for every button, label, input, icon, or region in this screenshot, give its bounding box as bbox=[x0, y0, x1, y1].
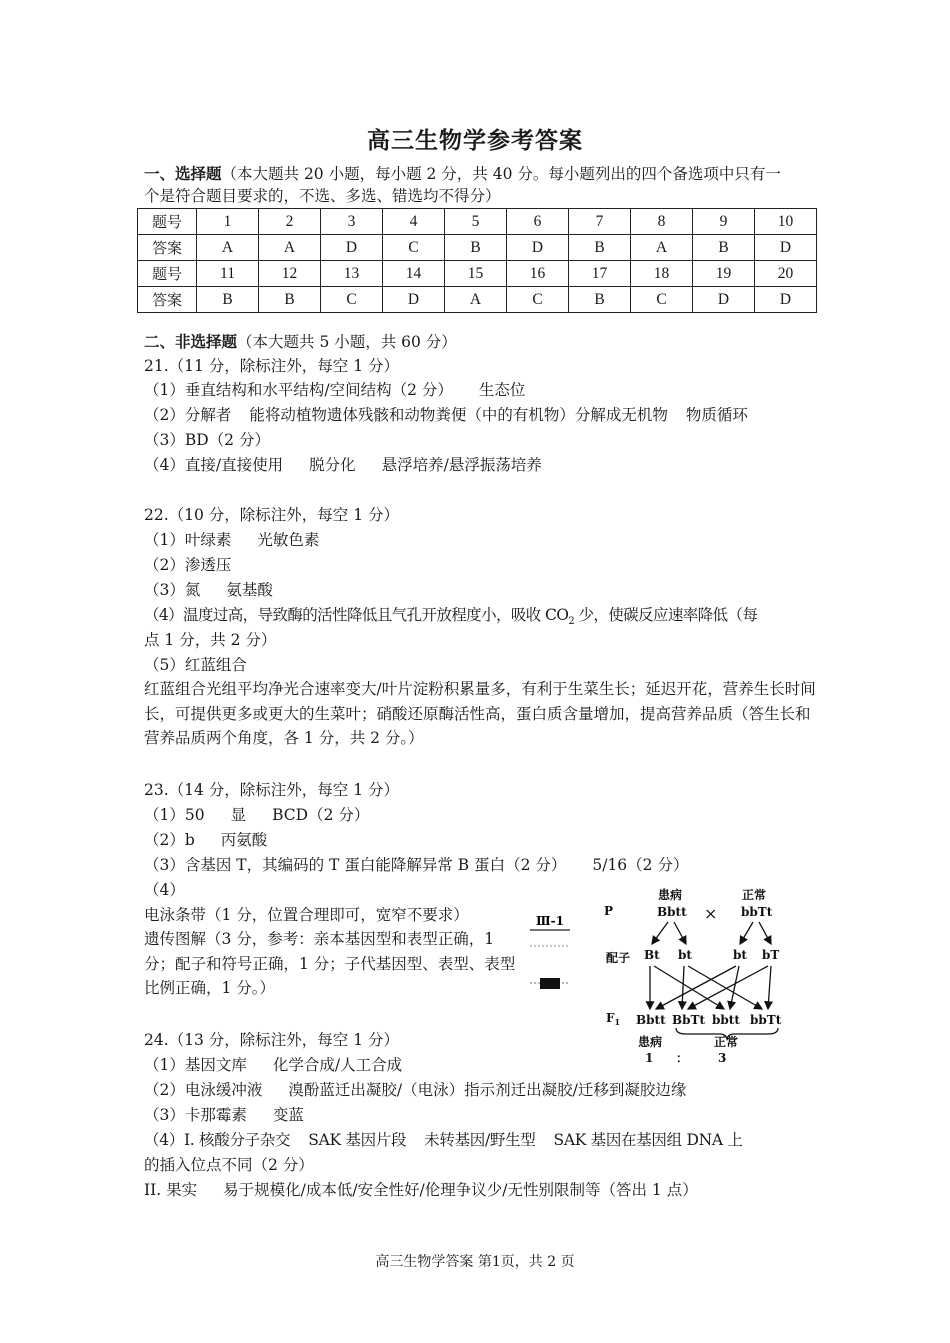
answer-text: （1）50 bbox=[144, 806, 205, 824]
offspring-genotype: bbtt bbox=[712, 1013, 740, 1027]
q24-line4-cont: 的插入位点不同（2 分） bbox=[144, 1156, 314, 1174]
q22-line3 bbox=[144, 580, 273, 600]
answer-text: 2 bbox=[568, 616, 575, 628]
table-cell: 20 bbox=[755, 261, 817, 287]
answer-text: BCD（2 分） bbox=[272, 806, 370, 824]
q22-line4-cont: 点 1 分，共 2 分） bbox=[144, 631, 277, 649]
table-cell: B bbox=[569, 287, 631, 313]
q22-line4 bbox=[144, 605, 757, 632]
answer-text: 光敏色素 bbox=[257, 531, 320, 549]
q22-line1 bbox=[144, 530, 319, 550]
q21-line1 bbox=[144, 380, 525, 400]
q21-header: 21.（11 分，除标注外，每空 1 分） bbox=[144, 357, 400, 375]
answer-text: （1）垂直结构和水平结构/空间结构（2 分） bbox=[144, 381, 453, 399]
table-cell: 5 bbox=[445, 209, 507, 235]
pedigree-arrow bbox=[768, 966, 771, 1009]
answer-text: 脱分化 bbox=[309, 456, 356, 474]
answer-text: 丙氨酸 bbox=[220, 831, 268, 849]
answer-text: （3）氮 bbox=[144, 581, 201, 599]
table-cell: B bbox=[259, 287, 321, 313]
q24-header: 24.（13 分，除标注外，每空 1 分） bbox=[144, 1031, 400, 1049]
f1-label: $F_1$ bbox=[606, 1011, 621, 1027]
answer-text: 化学合成/人工合成 bbox=[272, 1056, 403, 1074]
table-cell: 7 bbox=[569, 209, 631, 235]
offspring-genotype: Bbtt bbox=[636, 1013, 666, 1027]
q24-line5 bbox=[144, 1180, 698, 1200]
table-cell: 9 bbox=[693, 209, 755, 235]
q22-line2: （2）渗透压 bbox=[144, 556, 232, 574]
gamete-label: 配子 bbox=[606, 951, 631, 965]
answer-text: （4）直接/直接使用 bbox=[144, 456, 284, 474]
offspring-brace bbox=[676, 1028, 778, 1039]
gel-diagram bbox=[526, 908, 576, 1000]
table-cell: B bbox=[693, 235, 755, 261]
q22-header: 22.（10 分，除标注外，每空 1 分） bbox=[144, 506, 400, 524]
parent2-genotype: bbTt bbox=[741, 905, 773, 919]
table-cell: 答案 bbox=[138, 235, 197, 261]
answer-text: 物质循环 bbox=[685, 406, 748, 424]
parent1-phenotype: 患病 bbox=[658, 888, 683, 902]
answer-text: 生态位 bbox=[478, 381, 526, 399]
table-cell: 3 bbox=[321, 209, 383, 235]
table-cell: B bbox=[445, 235, 507, 261]
q24-line3 bbox=[144, 1105, 304, 1125]
answer-text: （3）卡那霉素 bbox=[144, 1106, 247, 1124]
pedigree-arrow bbox=[730, 966, 739, 1009]
section1-desc-line2: 个是符合题目要求的，不选、多选、错选均不得分） bbox=[144, 187, 501, 205]
answer-text: 溴酚蓝迁出凝胶/（电泳）指示剂迁出凝胶/迁移到凝胶边缘 bbox=[288, 1081, 687, 1099]
table-cell: 14 bbox=[383, 261, 445, 287]
offspring-genotype: bbTt bbox=[750, 1013, 782, 1027]
table-cell: 6 bbox=[507, 209, 569, 235]
table-cell: 题号 bbox=[138, 209, 197, 235]
pedigree-diagram bbox=[596, 878, 806, 1078]
q23-diagram-text: 遗传图解（3 分，参考：亲本基因型和表型正确，1 分；配子和符号正确，1 分；子代基因型、表型、表型比例正确，1 分。） bbox=[144, 930, 516, 997]
answer-text: 显 bbox=[230, 806, 247, 824]
table-cell: D bbox=[755, 235, 817, 261]
gamete: Bt bbox=[644, 948, 660, 962]
answer-text: （4）温度过高，导致酶的活性降低且气孔开放程度小，吸收 CO bbox=[144, 606, 569, 624]
q23-line2 bbox=[144, 830, 267, 850]
section1-heading: 一、选择题 bbox=[144, 165, 222, 183]
answer-text: （3）含基因 T，其编码的 T 蛋白能降解异常 B 蛋白（2 分） bbox=[144, 856, 567, 874]
answer-text: （1）叶绿素 bbox=[144, 531, 232, 549]
table-cell: 2 bbox=[259, 209, 321, 235]
answer-text: 少，使碳反应速率降低（每 bbox=[574, 606, 758, 624]
q22-paragraph: 红蓝组合光组平均净光合速率变大/叶片淀粉积累量多，有利于生菜生长；延迟开花，营养生长时间长，可提供更多或更大的生菜叶；硝酸还原酶活性高，蛋白质含量增加，提高营养品质（答生长和营养品质两个角度，各 1 分，共 2 分。） bbox=[144, 680, 816, 747]
table-cell: C bbox=[383, 235, 445, 261]
gamete: bT bbox=[762, 948, 780, 962]
q21-line3: （3）BD（2 分） bbox=[144, 431, 270, 449]
table-cell: 题号 bbox=[138, 261, 197, 287]
pedigree-arrow bbox=[740, 922, 753, 944]
section2-desc: （本大题共 5 小题，共 60 分） bbox=[237, 333, 457, 351]
ratio-normal: 3 bbox=[718, 1051, 727, 1065]
table-cell: D bbox=[507, 235, 569, 261]
answer-text: 5/16（2 分） bbox=[592, 856, 689, 874]
table-cell: D bbox=[693, 287, 755, 313]
table-cell: A bbox=[259, 235, 321, 261]
cross-symbol: × bbox=[704, 904, 718, 923]
gamete: bt bbox=[733, 948, 747, 962]
pedigree-arrow bbox=[759, 922, 771, 944]
table-row bbox=[138, 261, 817, 287]
q21-line2 bbox=[144, 405, 748, 425]
q21-line4 bbox=[144, 455, 542, 475]
gel-label: Ⅲ-1 bbox=[536, 914, 564, 928]
pedigree-arrow bbox=[652, 922, 668, 944]
answer-text: 悬浮培养/悬浮振荡培养 bbox=[381, 456, 542, 474]
table-cell: 17 bbox=[569, 261, 631, 287]
table-cell: D bbox=[383, 287, 445, 313]
table-cell: A bbox=[197, 235, 259, 261]
offspring-phenotype-normal: 正常 bbox=[714, 1035, 739, 1049]
table-row bbox=[138, 287, 817, 313]
gel-band bbox=[540, 978, 560, 989]
table-cell: 19 bbox=[693, 261, 755, 287]
table-cell: B bbox=[569, 235, 631, 261]
q23-line3 bbox=[144, 855, 688, 875]
pedigree-p-label: P bbox=[604, 904, 614, 918]
q23-line1 bbox=[144, 805, 369, 825]
answer-text: 变蓝 bbox=[272, 1106, 304, 1124]
answer-text: II. 果实 bbox=[144, 1181, 198, 1199]
answer-table bbox=[137, 208, 817, 313]
table-row bbox=[138, 235, 817, 261]
answer-text: （2）b bbox=[144, 831, 195, 849]
q24-line2 bbox=[144, 1080, 686, 1100]
table-cell: 10 bbox=[755, 209, 817, 235]
page-title: 高三生物学参考答案 bbox=[367, 128, 583, 154]
table-cell: 11 bbox=[197, 261, 259, 287]
table-cell: D bbox=[321, 235, 383, 261]
page-footer: 高三生物学答案 第1页，共 2 页 bbox=[375, 1254, 575, 1270]
offspring-phenotype-sick: 患病 bbox=[638, 1035, 663, 1049]
answer-text: 能将动植物遗体残骸和动物粪便（中的有机物）分解成无机物 bbox=[249, 406, 668, 424]
q24-line1 bbox=[144, 1055, 402, 1075]
answer-text: （1）基因文库 bbox=[144, 1056, 247, 1074]
table-cell: B bbox=[197, 287, 259, 313]
pedigree-arrow bbox=[674, 922, 686, 944]
answer-text: SAK 基因片段 bbox=[308, 1131, 407, 1149]
q24-line4 bbox=[144, 1130, 743, 1150]
pedigree-arrow bbox=[682, 966, 684, 1009]
answer-text: 未转基因/野生型 bbox=[424, 1131, 536, 1149]
answer-text: （2）分解者 bbox=[144, 406, 232, 424]
table-cell: A bbox=[445, 287, 507, 313]
table-cell: 18 bbox=[631, 261, 693, 287]
q23-gel-text: 电泳条带（1 分，位置合理即可，宽窄不要求） bbox=[144, 906, 469, 924]
table-cell: 16 bbox=[507, 261, 569, 287]
section2-heading: 二、非选择题 bbox=[144, 333, 238, 351]
table-cell: 1 bbox=[197, 209, 259, 235]
table-cell: 12 bbox=[259, 261, 321, 287]
table-cell: C bbox=[321, 287, 383, 313]
section1-desc-line1: （本大题共 20 小题，每小题 2 分，共 40 分。每小题列出的四个备选项中只有一 bbox=[221, 165, 781, 183]
answer-text: 易于规模化/成本低/安全性好/伦理争议少/无性别限制等（答出 1 点） bbox=[223, 1181, 698, 1199]
table-cell: C bbox=[631, 287, 693, 313]
q22-line5: （5）红蓝组合 bbox=[144, 656, 247, 674]
table-cell: D bbox=[755, 287, 817, 313]
table-cell: 8 bbox=[631, 209, 693, 235]
ratio-colon: ： bbox=[676, 1051, 689, 1065]
table-cell: A bbox=[631, 235, 693, 261]
q23-header: 23.（14 分，除标注外，每空 1 分） bbox=[144, 781, 400, 799]
parent2-phenotype: 正常 bbox=[742, 888, 767, 902]
parent1-genotype: Bbtt bbox=[657, 905, 687, 919]
pedigree-arrow bbox=[654, 966, 724, 1009]
table-cell: 4 bbox=[383, 209, 445, 235]
table-cell: C bbox=[507, 287, 569, 313]
table-cell: 答案 bbox=[138, 287, 197, 313]
section2-line bbox=[144, 332, 457, 352]
table-row bbox=[138, 209, 817, 235]
q23-line4: （4） bbox=[144, 881, 185, 899]
offspring-genotype: BbTt bbox=[672, 1013, 706, 1027]
section1-line1 bbox=[144, 164, 781, 184]
answer-text: （4）I. 核酸分子杂交 bbox=[144, 1131, 291, 1149]
gamete: bt bbox=[678, 948, 692, 962]
answer-text: （2）电泳缓冲液 bbox=[144, 1081, 263, 1099]
table-cell: 13 bbox=[321, 261, 383, 287]
ratio-sick: 1 bbox=[645, 1051, 654, 1065]
answer-text: 氨基酸 bbox=[226, 581, 273, 599]
table-cell: 15 bbox=[445, 261, 507, 287]
answer-text: SAK 基因在基因组 DNA 上 bbox=[553, 1131, 743, 1149]
